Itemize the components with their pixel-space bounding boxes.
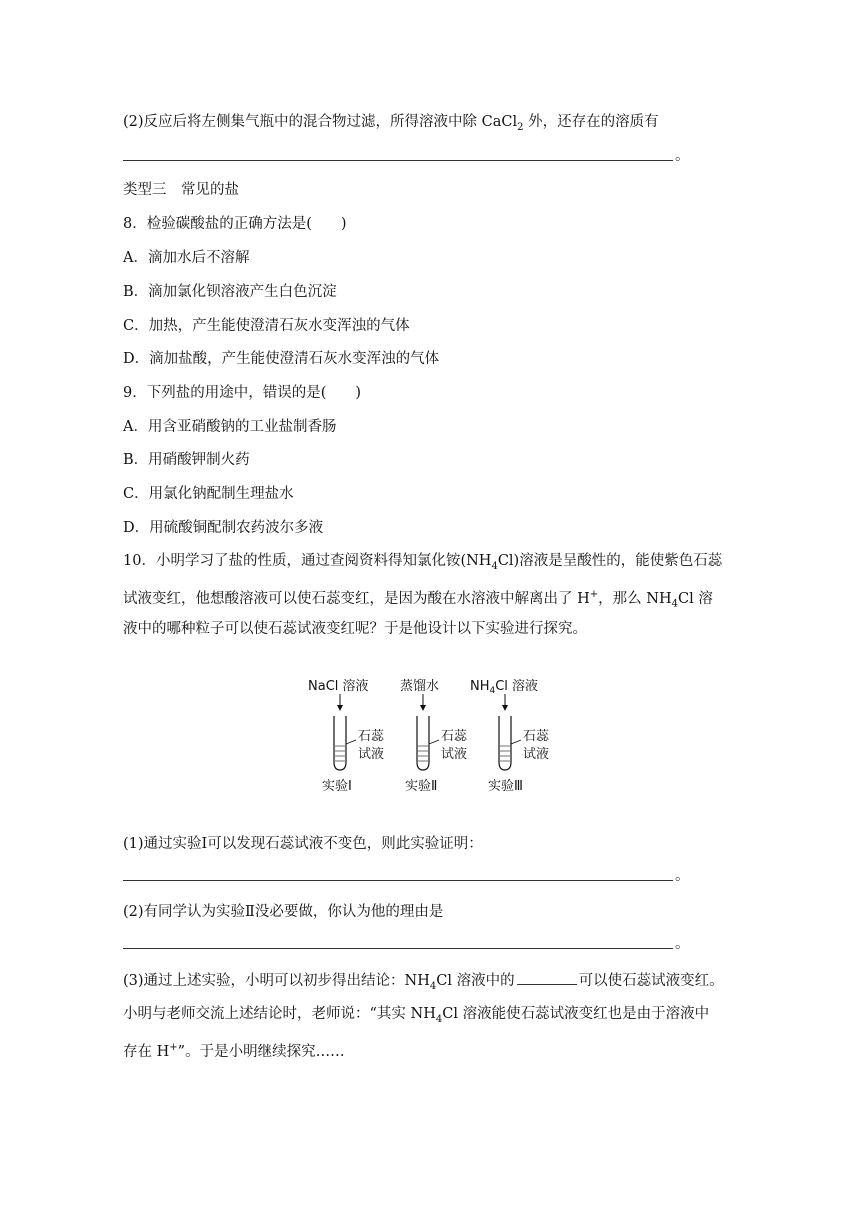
tube-2	[400, 678, 468, 794]
q8-option-d[interactable]: D．滴加盐酸，产生能使澄清石灰水变浑浊的气体	[123, 351, 440, 367]
svg-text:石蕊: 石蕊	[441, 729, 468, 744]
arrow-head-icon	[502, 705, 508, 711]
tube-2-top-label: 蒸馏水	[400, 679, 440, 694]
liquid-icon	[500, 746, 510, 761]
answer-blank-part2[interactable]	[123, 948, 673, 949]
q7-part2-text: (2)反应后将左侧集气瓶中的混合物过滤，所得溶液中除 CaCl$_2$ 外，还存在的溶质有	[123, 114, 659, 133]
tube-1-caption: 实验Ⅰ	[322, 779, 352, 794]
q10-part1: (1)通过实验Ⅰ可以发现石蕊试液不变色，则此实验证明：	[123, 836, 483, 852]
q9-stem: 9．下列盐的用途中，错误的是( )	[123, 385, 362, 401]
q9-option-a[interactable]: A．用含亚硝酸钠的工业盐制香肠	[123, 419, 337, 435]
tube-3-top-label: $NH_4Cl$ 溶液	[470, 679, 539, 696]
q10-part3-line1: (3)通过上述实验，小明可以初步得出结论：$NH_4Cl$ 溶液中的 可以使石蕊试液变红。	[123, 970, 724, 997]
svg-text:试液: 试液	[358, 747, 385, 762]
test-tube-icon	[499, 716, 511, 770]
q10-line1: 10．小明学习了盐的性质，通过查阅资料得知氯化铵$(NH_4Cl)$溶液是呈酸性的，能使紫色石蕊	[123, 553, 723, 572]
tube-1-top-label: NaCl 溶液	[308, 679, 369, 694]
answer-blank-q7[interactable]	[123, 160, 673, 161]
svg-text:石蕊: 石蕊	[523, 729, 550, 744]
answer-blank-part3[interactable]	[517, 970, 577, 985]
q8-option-b[interactable]: B．滴加氯化钡溶液产生白色沉淀	[123, 284, 337, 300]
q9-option-c[interactable]: C．用氯化钠配制生理盐水	[123, 486, 294, 502]
section-title: 类型三 常见的盐	[123, 182, 239, 198]
liquid-icon	[418, 746, 428, 761]
q10-line3: 液中的哪种粒子可以使石蕊试液变红呢？于是他设计以下实验进行探究。	[123, 621, 587, 637]
test-tube-icon	[334, 716, 346, 770]
q10-part3-line3: 存在 H+”。于是小明继续探究……	[123, 1042, 345, 1060]
q9-option-d[interactable]: D．用硫酸铜配制农药波尔多液	[123, 520, 324, 536]
svg-text:石蕊: 石蕊	[358, 729, 385, 744]
q10-part2: (2)有同学认为实验Ⅱ没必要做，你认为他的理由是	[123, 904, 444, 920]
arrow-head-icon	[337, 705, 343, 711]
period: 。	[675, 936, 690, 952]
arrow-head-icon	[420, 705, 426, 711]
q8-option-a[interactable]: A．滴加水后不溶解	[123, 250, 250, 266]
svg-text:试液: 试液	[523, 747, 550, 762]
experiment-figure	[300, 670, 560, 800]
q9-option-b[interactable]: B．用硝酸钾制火药	[123, 452, 250, 468]
tube-2-caption: 实验Ⅱ	[405, 779, 438, 794]
tube-3-caption: 实验Ⅲ	[488, 779, 523, 794]
q8-option-c[interactable]: C．加热，产生能使澄清石灰水变浑浊的气体	[123, 318, 410, 334]
period: 。	[675, 868, 690, 884]
q8-stem: 8．检验碳酸盐的正确方法是( )	[123, 216, 347, 232]
q10-part3-line2: 小明与老师交流上述结论时，老师说：“其实 $NH_4Cl$ 溶液能使石蕊试液变红也是由于溶液中	[123, 1006, 710, 1025]
tube-3	[470, 678, 550, 794]
tube-1	[308, 678, 385, 794]
answer-blank-part1[interactable]	[123, 880, 673, 881]
period: 。	[675, 148, 690, 164]
svg-text:试液: 试液	[441, 747, 468, 762]
liquid-icon	[335, 746, 345, 761]
q10-line2: 试液变红，他想酸溶液可以使石蕊变红，是因为酸在水溶液中解离出了 H+，那么 $NH_4Cl$ 溶	[123, 589, 713, 610]
test-tube-icon	[417, 716, 429, 770]
